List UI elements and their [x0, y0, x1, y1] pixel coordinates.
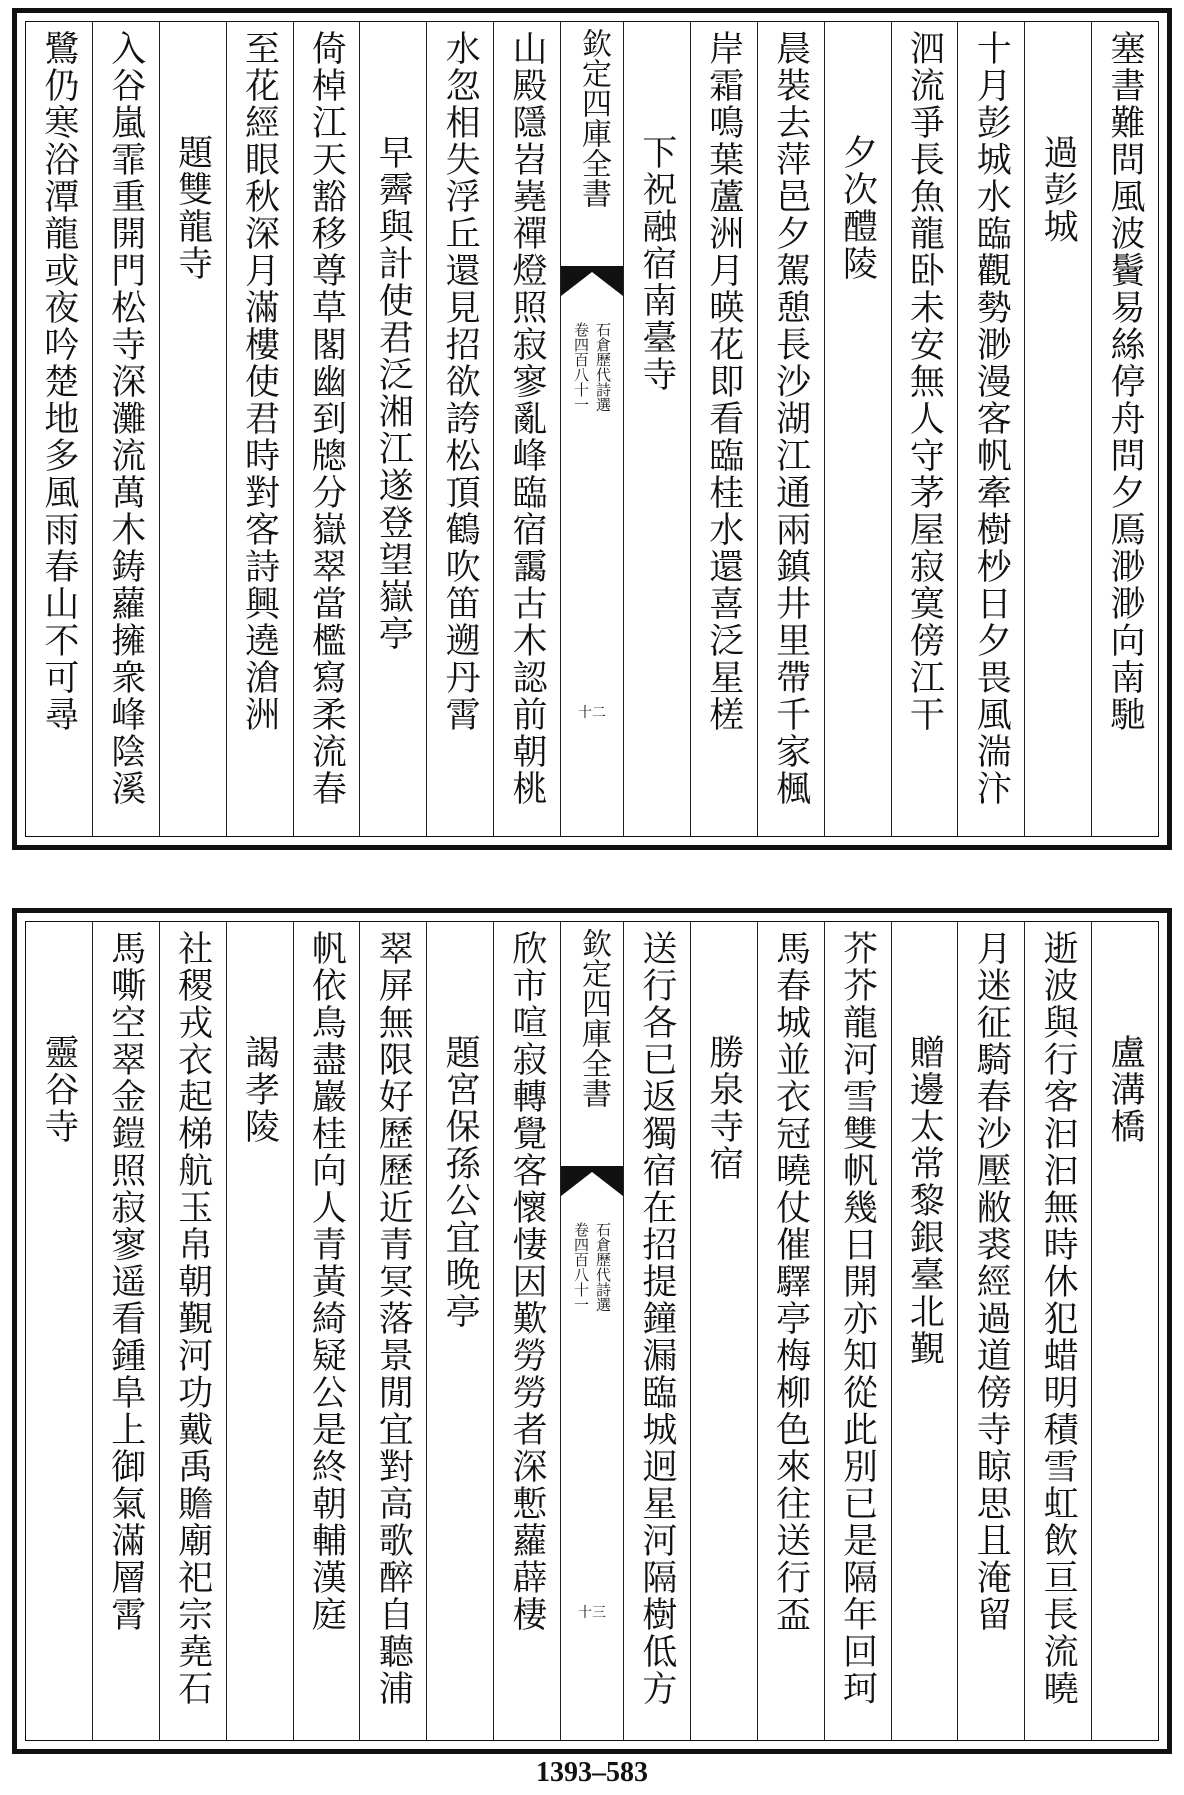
text-column: 逝波與行客汩汩無時休犯蜡明積雪虹飲亘長流曉	[1024, 922, 1091, 1740]
poem-title: 過彭城	[1024, 22, 1091, 836]
volume-label: 卷四百八十一	[572, 1222, 590, 1312]
center-title: 欽定四庫全書	[576, 928, 611, 1108]
poem-title: 盧溝橋	[1091, 922, 1158, 1740]
volume-label: 卷四百八十一	[572, 322, 590, 412]
text-column: 塞書難問風波鬢易絲停舟問夕鳫渺渺向南馳	[1091, 22, 1158, 836]
center-fold-column	[560, 22, 623, 836]
poem-title: 題雙龍寺	[159, 22, 226, 836]
text-column: 翠屏無限好歷歷近青冥落景閒宜對高歌醉自聽浦	[359, 922, 426, 1740]
text-column: 芥芥龍河雪雙帆幾日開亦知從此別已是隔年回珂	[824, 922, 891, 1740]
poem-title: 靈谷寺	[38, 1034, 79, 1145]
fishtail-mark-icon	[561, 266, 623, 296]
leaf-number: 十三	[578, 1605, 606, 1621]
text-column: 十月彭城水臨觀勢渺漫客帆牽樹杪日夕畏風湍汴	[957, 22, 1024, 836]
text-column: 帆依鳥盡巖桂向人青黃綺疑公是終朝輔漢庭	[293, 922, 360, 1740]
text-column: 至花經眼秋深月滿樓使君時對客詩興遶滄洲	[226, 22, 293, 836]
text-column: 晨裝去萍邑夕駕憩長沙湖江通兩鎮井里帶千家楓	[757, 22, 824, 836]
center-title: 欽定四庫全書	[576, 28, 611, 208]
center-fold-column	[560, 922, 623, 1740]
text-column: 欣市喧寂轉覺客懷悽因歎勞勞者深慙蘿薜棲	[493, 922, 560, 1740]
fishtail-mark-icon	[561, 1166, 623, 1196]
center-subtitle	[565, 1222, 619, 1312]
page-number-footer: 1393–583	[536, 1757, 648, 1788]
poem-title: 下祝融宿南臺寺	[623, 22, 690, 836]
book-title: 石倉歷代詩選	[594, 1222, 612, 1312]
bottom-page	[12, 908, 1172, 1754]
poem-title: 贈邊太常黎銀臺北覲	[891, 922, 958, 1740]
text-column: 倚棹江天豁移尊草閣幽到牕分嶽翠當檻寫柔流春	[293, 22, 360, 836]
text-column: 岸霜鳴葉蘆洲月暎花即看臨桂水還喜泛星槎	[690, 22, 757, 836]
text-column: 送行各已返獨宿在招提鐘漏臨城迥星河隔樹低方	[623, 922, 690, 1740]
top-page	[12, 8, 1172, 850]
poem-title: 勝泉寺宿	[690, 922, 757, 1740]
text-column: 馬嘶空翠金鎧照寂寥遥看鍾阜上御氣滿層霄	[92, 922, 159, 1740]
text-column: 馬春城並衣冠曉仗催驛亭梅柳色來往送行盃	[757, 922, 824, 1740]
poem-title: 謁孝陵	[226, 922, 293, 1740]
text-column: 水忽相失浮丘還見招欲誇松頂鶴吹笛遡丹霄	[426, 22, 493, 836]
poem-title: 夕次醴陵	[824, 22, 891, 836]
bottom-page-columns	[25, 921, 1159, 1741]
center-subtitle	[565, 322, 619, 412]
text-column: 泗流爭長魚龍卧未安無人守茅屋寂寞傍江干	[891, 22, 958, 836]
poem-title: 題宮保孫公宜晚亭	[426, 922, 493, 1740]
text-column: 山殿隱岧嶤禪燈照寂寥亂峰臨宿靄古木認前朝桃	[493, 22, 560, 836]
text-column: 鷺仍寒浴潭龍或夜吟楚地多風雨春山不可尋	[38, 30, 79, 733]
leaf-number: 十二	[578, 705, 606, 721]
book-title: 石倉歷代詩選	[594, 322, 612, 412]
poem-title: 早霽與計使君泛湘江遂登望嶽亭	[359, 22, 426, 836]
top-page-columns	[25, 21, 1159, 837]
text-column: 社稷戎衣起梯航玉帛朝覲河功戴禹贍廟祀宗堯石	[159, 922, 226, 1740]
text-column: 月迷征騎春沙壓敝裘經過道傍寺䁁思且淹留	[957, 922, 1024, 1740]
text-column: 入谷嵐霏重開門松寺深灘流萬木鋳蘿擁衆峰陰溪	[92, 22, 159, 836]
